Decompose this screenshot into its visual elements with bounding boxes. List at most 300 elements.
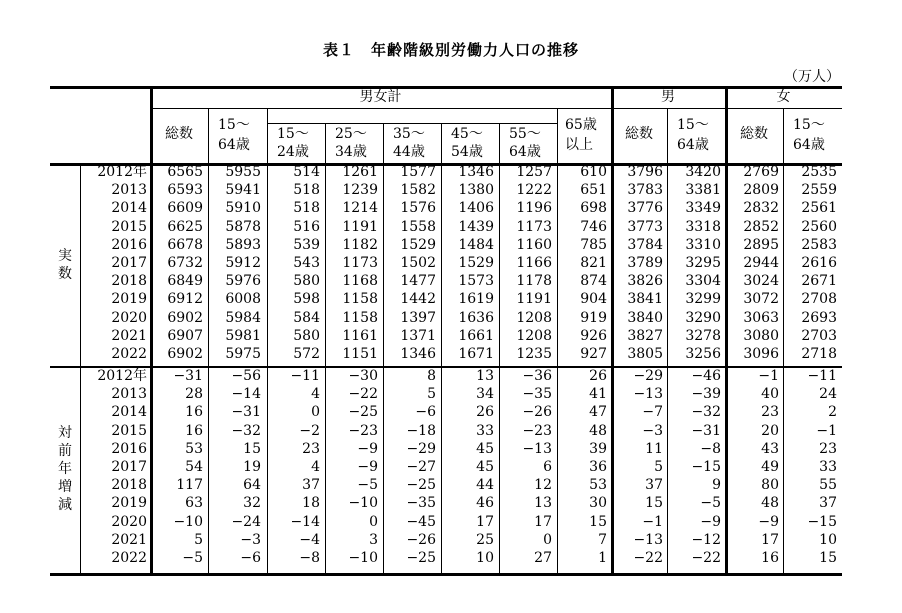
table-cell: 3381: [685, 182, 721, 199]
table-cell: 1529: [400, 236, 436, 253]
table-cell: 2718: [801, 346, 837, 362]
row-year: 2014: [111, 200, 147, 217]
table-cell: 2895: [743, 236, 779, 253]
table-cell: 55: [819, 477, 837, 494]
table-cell: −46: [691, 368, 721, 384]
row-year: 2013: [111, 386, 147, 403]
table-cell: 1558: [400, 218, 436, 235]
table-cell: 3805: [627, 346, 663, 362]
row-year: 2022: [111, 550, 147, 566]
table-cell: 2559: [801, 182, 837, 199]
table-cell: −10: [173, 513, 203, 530]
header-15-64-line1: 15～: [218, 117, 250, 133]
table-cell: 48: [761, 495, 779, 512]
table-cell: 7: [598, 531, 607, 548]
table-cell: −8: [299, 550, 320, 566]
table-cell: 1661: [458, 327, 494, 344]
table-cell: 821: [580, 255, 607, 271]
table-cell: 580: [293, 273, 320, 290]
table-cell: 80: [761, 477, 779, 494]
table-cell: 1196: [516, 200, 552, 217]
table-cell: 33: [476, 422, 494, 439]
table-cell: −11: [290, 368, 320, 384]
table-cell: −31: [173, 368, 203, 384]
row-year: 2012年: [97, 368, 147, 384]
table-cell: 3841: [627, 291, 663, 308]
table-cell: 2616: [801, 255, 837, 271]
table-cell: 11: [645, 440, 663, 457]
table-cell: 514: [293, 164, 320, 180]
table-cell: 2703: [801, 327, 837, 344]
table-cell: −5: [700, 495, 721, 512]
table-cell: −3: [240, 531, 261, 548]
table-cell: −27: [406, 459, 436, 475]
rule-section-divider: [50, 366, 842, 368]
table-cell: −23: [348, 422, 378, 439]
table-cell: 27: [534, 550, 552, 566]
header-male-15-64-line2: 64歳: [677, 137, 709, 153]
table-cell: 5910: [225, 200, 261, 217]
row-year: 2015: [111, 218, 147, 235]
table-cell: 651: [580, 182, 607, 199]
table-cell: 5975: [225, 346, 261, 362]
table-cell: 28: [185, 386, 203, 403]
row-year: 2021: [111, 531, 147, 548]
table-cell: 1151: [342, 346, 378, 362]
header-male-total: 総数: [625, 126, 653, 142]
table-cell: 63: [185, 495, 203, 512]
table-cell: 3063: [743, 309, 779, 326]
table-cell: 6625: [167, 218, 203, 235]
table-cell: 23: [819, 440, 837, 457]
table-cell: 3278: [685, 327, 721, 344]
header-group-male: 男: [661, 89, 675, 105]
table-cell: −1: [816, 422, 837, 439]
table-cell: 5981: [225, 327, 261, 344]
table-cell: 45: [476, 440, 494, 457]
table-cell: 1577: [400, 164, 436, 180]
table-cell: −12: [691, 531, 721, 548]
table-cell: 26: [476, 404, 494, 421]
table-cell: 1178: [516, 273, 552, 290]
table-cell: −23: [522, 422, 552, 439]
header-55-64-line1: 55～: [509, 126, 541, 142]
table-cell: −22: [348, 386, 378, 403]
table-cell: 5912: [225, 255, 261, 271]
table-cell: −35: [522, 386, 552, 403]
header-female-total: 総数: [740, 126, 768, 142]
table-cell: 3080: [743, 327, 779, 344]
table-cell: 15: [589, 513, 607, 530]
table-cell: 584: [293, 309, 320, 326]
table-cell: 2693: [801, 309, 837, 326]
table-cell: 34: [476, 386, 494, 403]
table-cell: 6849: [167, 273, 203, 290]
table-cell: 5: [427, 386, 436, 403]
table-cell: 0: [311, 404, 320, 421]
table-cell: 1529: [458, 255, 494, 271]
table-cell: −5: [182, 550, 203, 566]
header-total: 総数: [165, 126, 193, 142]
table-cell: 10: [819, 531, 837, 548]
header-15-24-line1: 15～: [277, 126, 309, 142]
table-cell: −14: [231, 386, 261, 403]
table-cell: −32: [231, 422, 261, 439]
table-cell: −2: [299, 422, 320, 439]
table-cell: 516: [293, 218, 320, 235]
table-cell: 518: [293, 200, 320, 217]
table-cell: 3784: [627, 236, 663, 253]
table-cell: 2708: [801, 291, 837, 308]
table-cell: 3796: [627, 164, 663, 180]
table-cell: 26: [589, 368, 607, 384]
table-cell: 17: [761, 531, 779, 548]
table-cell: 53: [185, 440, 203, 457]
table-cell: 2535: [801, 164, 837, 180]
table-cell: 3295: [685, 255, 721, 271]
table-cell: 1619: [458, 291, 494, 308]
table-cell: 5878: [225, 218, 261, 235]
table-cell: −10: [348, 495, 378, 512]
table-cell: 3420: [685, 164, 721, 180]
table-cell: 3072: [743, 291, 779, 308]
row-year: 2021: [111, 327, 147, 344]
table-cell: 1573: [458, 273, 494, 290]
row-year: 2020: [111, 309, 147, 326]
table-cell: 20: [761, 422, 779, 439]
table-cell: −13: [522, 440, 552, 457]
table-cell: 3290: [685, 309, 721, 326]
table-cell: 1208: [516, 309, 552, 326]
table-cell: 1235: [516, 346, 552, 362]
row-year: 2015: [111, 422, 147, 439]
row-year: 2017: [111, 459, 147, 475]
row-year: 2012年: [97, 164, 147, 180]
table-cell: −35: [406, 495, 436, 512]
table-cell: 1161: [342, 327, 378, 344]
table-cell: 16: [185, 422, 203, 439]
header-35-44-line1: 35～: [393, 126, 425, 142]
table-cell: −1: [758, 368, 779, 384]
table-cell: 37: [819, 495, 837, 512]
table-cell: 1214: [342, 200, 378, 217]
row-year: 2022: [111, 346, 147, 362]
table-cell: 3304: [685, 273, 721, 290]
table-cell: 6902: [167, 309, 203, 326]
table-cell: 904: [580, 291, 607, 308]
table-cell: −8: [700, 440, 721, 457]
table-cell: 2583: [801, 236, 837, 253]
table-cell: 1222: [516, 182, 552, 199]
table-cell: 1173: [342, 255, 378, 271]
row-year: 2016: [111, 236, 147, 253]
header-15-24-line2: 24歳: [277, 144, 309, 160]
table-cell: 3096: [743, 346, 779, 362]
table-cell: −9: [357, 440, 378, 457]
table-cell: 19: [243, 459, 261, 475]
table-cell: 23: [302, 440, 320, 457]
table-cell: 927: [580, 346, 607, 362]
table-cell: 2769: [743, 164, 779, 180]
table-cell: 1239: [342, 182, 378, 199]
table-cell: −15: [807, 513, 837, 530]
table-cell: −18: [406, 422, 436, 439]
table-cell: 874: [580, 273, 607, 290]
table-cell: 5: [654, 459, 663, 475]
header-45-54-line2: 54歳: [451, 144, 483, 160]
table-cell: 2852: [743, 218, 779, 235]
table-cell: 1477: [400, 273, 436, 290]
header-25-34-line1: 25～: [335, 126, 367, 142]
table-cell: −26: [522, 404, 552, 421]
table-cell: −11: [807, 368, 837, 384]
table-cell: 2671: [801, 273, 837, 290]
table-cell: 23: [761, 404, 779, 421]
table-cell: 4: [311, 386, 320, 403]
table-cell: 18: [302, 495, 320, 512]
table-cell: 37: [302, 477, 320, 494]
table-cell: 3310: [685, 236, 721, 253]
table-title: 表１ 年齢階級別労働力人口の推移: [322, 41, 579, 59]
table-cell: 2560: [801, 218, 837, 235]
table-cell: 32: [243, 495, 261, 512]
table-cell: 1158: [342, 309, 378, 326]
row-year: 2019: [111, 495, 147, 512]
table-cell: 1671: [458, 346, 494, 362]
table-cell: 543: [293, 255, 320, 271]
table-cell: 0: [369, 513, 378, 530]
rule-age-under: [267, 123, 557, 124]
table-cell: −29: [406, 440, 436, 457]
table-cell: 926: [580, 327, 607, 344]
table-cell: 16: [185, 404, 203, 421]
table-cell: 15: [243, 440, 261, 457]
table-cell: 5941: [225, 182, 261, 199]
table-cell: 6902: [167, 346, 203, 362]
table-cell: 40: [761, 386, 779, 403]
table-cell: −9: [357, 459, 378, 475]
table-cell: −6: [415, 404, 436, 421]
table-cell: 1371: [400, 327, 436, 344]
table-cell: 5976: [225, 273, 261, 290]
table-cell: −25: [406, 550, 436, 566]
table-cell: 1439: [458, 218, 494, 235]
table-cell: −13: [633, 531, 663, 548]
table-cell: 1166: [516, 255, 552, 271]
table-cell: 9: [712, 477, 721, 494]
table-cell: 3349: [685, 200, 721, 217]
table-cell: 53: [589, 477, 607, 494]
table-cell: 0: [543, 531, 552, 548]
table-cell: 1380: [458, 182, 494, 199]
table-cell: −22: [633, 550, 663, 566]
unit-label: （万人）: [784, 69, 840, 85]
table-cell: −7: [642, 404, 663, 421]
table-cell: 25: [476, 531, 494, 548]
table-cell: −56: [231, 368, 261, 384]
table-cell: 33: [819, 459, 837, 475]
table-cell: 17: [476, 513, 494, 530]
header-55-64-line2: 64歳: [509, 144, 541, 160]
table-cell: −6: [240, 550, 261, 566]
table-cell: 44: [476, 477, 494, 494]
table-cell: 3256: [685, 346, 721, 362]
table-cell: 1502: [400, 255, 436, 271]
row-year: 2013: [111, 182, 147, 199]
table-cell: −25: [348, 404, 378, 421]
table-cell: 572: [293, 346, 320, 362]
table-cell: 2809: [743, 182, 779, 199]
table-cell: 41: [589, 386, 607, 403]
table-cell: 3827: [627, 327, 663, 344]
table-cell: 6912: [167, 291, 203, 308]
table-cell: 13: [476, 368, 494, 384]
row-year: 2014: [111, 404, 147, 421]
rule-bottom: [50, 573, 842, 576]
table-cell: 6609: [167, 200, 203, 217]
table-cell: 5: [194, 531, 203, 548]
table-cell: 3840: [627, 309, 663, 326]
table-cell: −3: [642, 422, 663, 439]
table-cell: 746: [580, 218, 607, 235]
table-cell: 43: [761, 440, 779, 457]
table-cell: 539: [293, 236, 320, 253]
header-65-line2: 以上: [565, 137, 593, 153]
table-cell: −29: [633, 368, 663, 384]
table-cell: 1191: [516, 291, 552, 308]
table-cell: 12: [534, 477, 552, 494]
table-cell: 48: [589, 422, 607, 439]
table-cell: 5893: [225, 236, 261, 253]
header-female-15-64-line2: 64歳: [793, 137, 825, 153]
table-cell: 5984: [225, 309, 261, 326]
table-cell: −1: [642, 513, 663, 530]
table-cell: 8: [427, 368, 436, 384]
table-cell: 1442: [400, 291, 436, 308]
table-cell: 785: [580, 236, 607, 253]
header-group-female: 女: [776, 89, 791, 105]
table-cell: 24: [819, 386, 837, 403]
table-cell: 6008: [225, 291, 261, 308]
header-25-34-line2: 34歳: [335, 144, 367, 160]
table-cell: −25: [406, 477, 436, 494]
table-cell: 1346: [400, 346, 436, 362]
table-cell: 1397: [400, 309, 436, 326]
table-cell: −13: [633, 386, 663, 403]
row-year: 2017: [111, 255, 147, 271]
table-cell: 10: [476, 550, 494, 566]
table-cell: 598: [293, 291, 320, 308]
table-cell: −36: [522, 368, 552, 384]
table-cell: 5955: [225, 164, 261, 180]
section-label-actual: 実数: [58, 248, 72, 283]
table-cell: 1191: [342, 218, 378, 235]
table-cell: 1346: [458, 164, 494, 180]
table-cell: 3826: [627, 273, 663, 290]
table-cell: 39: [589, 440, 607, 457]
table-cell: 6565: [167, 164, 203, 180]
row-year: 2020: [111, 513, 147, 530]
table-cell: −31: [231, 404, 261, 421]
table-cell: 47: [589, 404, 607, 421]
table-cell: 1168: [342, 273, 378, 290]
row-year: 2019: [111, 291, 147, 308]
table-cell: 518: [293, 182, 320, 199]
header-15-64-line2: 64歳: [218, 137, 250, 153]
table-cell: −15: [691, 459, 721, 475]
header-group-total: 男女計: [359, 89, 402, 105]
table-cell: 3024: [743, 273, 779, 290]
table-cell: 64: [243, 477, 261, 494]
table-cell: 580: [293, 327, 320, 344]
table-cell: 2: [828, 404, 837, 421]
section-label-yoy-change: 対前年増減: [58, 425, 72, 514]
header-35-44-line2: 44歳: [393, 144, 425, 160]
table-cell: 1257: [516, 164, 552, 180]
table-cell: 1582: [400, 182, 436, 199]
header-45-54-line1: 45～: [451, 126, 483, 142]
table-cell: 2832: [743, 200, 779, 217]
row-year: 2018: [111, 273, 147, 290]
table-cell: −26: [406, 531, 436, 548]
table-cell: 37: [645, 477, 663, 494]
table-cell: 1158: [342, 291, 378, 308]
table-cell: 16: [761, 550, 779, 566]
table-cell: 4: [311, 459, 320, 475]
header-female-15-64-line1: 15～: [793, 117, 825, 133]
table-cell: 6907: [167, 327, 203, 344]
table-cell: 1208: [516, 327, 552, 344]
table-cell: −32: [691, 404, 721, 421]
table-cell: 3773: [627, 218, 663, 235]
table-cell: −9: [700, 513, 721, 530]
table-cell: 15: [819, 550, 837, 566]
table-cell: 54: [185, 459, 203, 475]
table-cell: 1160: [516, 236, 552, 253]
table-cell: 17: [534, 513, 552, 530]
table-cell: −5: [357, 477, 378, 494]
table-cell: −9: [758, 513, 779, 530]
table-cell: 2561: [801, 200, 837, 217]
table-cell: 1182: [342, 236, 378, 253]
table-cell: 6732: [167, 255, 203, 271]
table-cell: −39: [691, 386, 721, 403]
table-cell: 45: [476, 459, 494, 475]
table-cell: −31: [691, 422, 721, 439]
table-cell: −10: [348, 550, 378, 566]
table-cell: 1484: [458, 236, 494, 253]
table-cell: −24: [231, 513, 261, 530]
table-cell: 1261: [342, 164, 378, 180]
header-65-line1: 65歳: [565, 117, 597, 133]
table-cell: 2944: [743, 255, 779, 271]
table-cell: −14: [290, 513, 320, 530]
table-cell: −30: [348, 368, 378, 384]
table-cell: 6678: [167, 236, 203, 253]
table-cell: 6: [543, 459, 552, 475]
table-cell: 610: [580, 164, 607, 180]
table-cell: 1636: [458, 309, 494, 326]
table-cell: 3783: [627, 182, 663, 199]
table-cell: 1406: [458, 200, 494, 217]
table-cell: 46: [476, 495, 494, 512]
labor-force-table: [50, 86, 842, 576]
table-cell: 3299: [685, 291, 721, 308]
table-cell: 30: [589, 495, 607, 512]
table-cell: 698: [580, 200, 607, 217]
table-cell: 3318: [685, 218, 721, 235]
table-cell: 3: [369, 531, 378, 548]
